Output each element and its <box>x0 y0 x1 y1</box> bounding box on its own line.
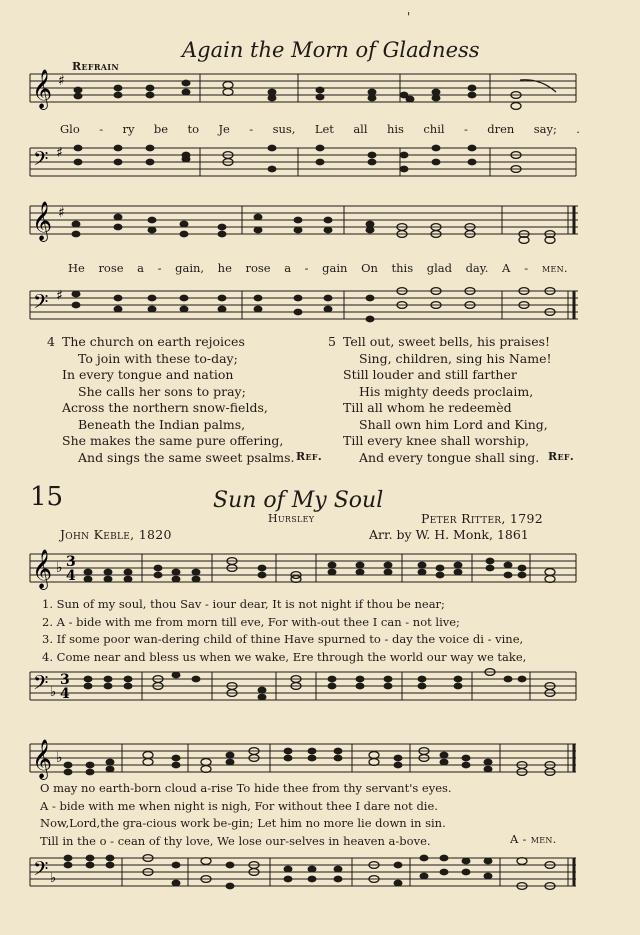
syllable: men. <box>541 261 568 275</box>
verse-line: She makes the same pure offering, <box>62 433 284 448</box>
verse-line: She calls her sons to pray; <box>78 383 246 399</box>
verse-text: Come near and bless us when we wake, Ere through the world our way we take, <box>56 649 527 664</box>
syllable: ry <box>122 122 135 136</box>
time-signature <box>66 554 76 584</box>
syllable: a <box>284 261 292 275</box>
syllable: - <box>524 261 529 275</box>
verse-line: O may no earth-born cloud a-rise To hide thee from thy servant's eyes. <box>40 781 452 795</box>
lyrics-line-1 <box>60 122 580 136</box>
verse-4 <box>42 649 526 667</box>
time-signature-bottom: 4 <box>60 686 70 702</box>
verses-system-1 <box>42 596 526 666</box>
author: John Keble, 1820 <box>60 527 172 542</box>
bass-clef-icon: 𝄢 <box>33 857 49 885</box>
time-signature-top: 3 <box>66 554 76 570</box>
syllable: - <box>304 261 309 275</box>
page-mark: ' <box>407 10 411 24</box>
verse-number: 1. <box>42 597 53 611</box>
composer: Peter Ritter, 1792 <box>421 511 543 526</box>
treble-clef-icon: 𝄞 <box>32 739 53 779</box>
syllable: all <box>353 122 368 136</box>
refrain-mark: Ref. <box>296 450 322 463</box>
music-staff-treble <box>0 200 640 260</box>
refrain-mark: Ref. <box>548 450 574 463</box>
verse-text: If some poor wan-dering child of thine Have spurned to - day the voice di - vine, <box>56 632 524 646</box>
music-staff-bass <box>0 852 640 902</box>
verse-number: 2. <box>42 614 53 629</box>
syllable: A <box>502 261 511 275</box>
flat-icon: ♭ <box>50 685 57 700</box>
syllable: rose <box>98 261 124 275</box>
sharp-icon: ♯ <box>58 205 65 221</box>
bass-clef-icon: 𝄢 <box>33 290 49 318</box>
treble-clef-icon: 𝄞 <box>32 69 53 109</box>
verse-line: Till in the o - cean of thy love, We lose our-selves in heaven a-bove. <box>40 833 431 848</box>
syllable: - <box>157 261 162 275</box>
treble-clef-icon: 𝄞 <box>32 549 53 589</box>
syllable: say; <box>533 122 557 136</box>
syllable: day. <box>465 261 489 275</box>
syllable: be <box>153 122 169 136</box>
syllable: gain, <box>175 261 205 275</box>
verse-line: Across the northern snow-fields, <box>62 400 268 415</box>
syllable: dren <box>487 122 515 136</box>
verse-line: Now,Lord,the gra-cious work be-gin; Let him no more lie down in sin. <box>40 816 446 830</box>
verse-2 <box>42 614 526 632</box>
flat-icon: ♭ <box>56 750 63 766</box>
flat-icon: ♭ <box>56 560 63 576</box>
syllable: Je <box>218 122 230 136</box>
stanza-number: 5 <box>328 334 336 349</box>
syllable: his <box>386 122 404 136</box>
syllable: Let <box>314 122 334 136</box>
verse-line: A - bide with me when night is nigh, For without thee I dare not die. <box>40 798 438 813</box>
syllable: this <box>391 261 414 275</box>
syllable: Glo <box>60 122 80 136</box>
verse-line: The church on earth rejoices <box>62 334 245 349</box>
stanza-number: 4 <box>47 334 55 349</box>
music-staff-bass <box>0 285 640 335</box>
hymn-title: Again the Morn of Gladness <box>182 38 480 62</box>
syllable: to <box>187 122 200 136</box>
time-signature <box>60 672 70 702</box>
lyrics-line-2 <box>68 261 568 275</box>
verse-text: Sun of my soul, thou Sav - iour dear, It is not night if thou be near; <box>56 597 445 611</box>
time-signature-top: 3 <box>60 672 70 688</box>
verse-1 <box>42 596 526 614</box>
verse-line: Till all whom he redeemèd <box>343 400 512 415</box>
syllable: - <box>99 122 104 136</box>
verse-line: And sings the same sweet psalms. <box>78 449 295 465</box>
refrain-label: Refrain <box>72 60 119 73</box>
amen-label: A - men. <box>510 832 557 846</box>
tune-name: Hursley <box>268 512 315 525</box>
treble-clef-icon: 𝄞 <box>32 201 53 241</box>
arranger: Arr. by W. H. Monk, 1861 <box>369 527 529 542</box>
verse-line: Shall own him Lord and King, <box>359 416 548 432</box>
verse-line: In every tongue and nation <box>62 367 234 382</box>
syllable: rose <box>245 261 271 275</box>
syllable: chil <box>423 122 445 136</box>
sharp-icon: ♯ <box>56 145 63 161</box>
stanza-5 <box>343 334 552 466</box>
verse-line: Tell out, sweet bells, his praises! <box>343 334 551 349</box>
bass-clef-icon: 𝄢 <box>33 671 49 699</box>
flat-icon: ♭ <box>50 871 57 886</box>
music-staff-bass <box>0 142 640 192</box>
verses-system-2 <box>40 780 452 850</box>
verse-3 <box>42 631 526 649</box>
stanza-4 <box>62 334 294 466</box>
verse-line: Still louder and still farther <box>343 367 517 382</box>
verse-text: A - bide with me from morn till eve, For with-out thee I can - not live; <box>56 614 460 629</box>
syllable: He <box>68 261 85 275</box>
verse-line: To join with these to-day; <box>78 350 238 366</box>
hymn-number: 15 <box>30 482 64 512</box>
verse-line: Beneath the Indian palms, <box>78 416 246 432</box>
syllable: On <box>361 261 378 275</box>
syllable: glad <box>426 261 452 275</box>
syllable: gain <box>322 261 348 275</box>
verse-line: Till every knee shall worship, <box>343 433 530 448</box>
syllable: sus, <box>272 122 296 136</box>
hymn-title: Sun of My Soul <box>213 488 384 513</box>
syllable: - <box>249 122 254 136</box>
syllable: a <box>137 261 145 275</box>
verse-number: 3. <box>42 632 53 646</box>
syllable: he <box>217 261 232 275</box>
verse-number: 4. <box>42 649 53 664</box>
sharp-icon: ♯ <box>56 288 63 304</box>
bass-clef-icon: 𝄢 <box>33 147 49 175</box>
music-staff-bass <box>0 666 640 716</box>
verse-line: Sing, children, sing his Name! <box>359 350 552 366</box>
syllable: . <box>576 122 580 136</box>
verse-line: His mighty deeds proclaim, <box>359 383 534 399</box>
verse-line: And every tongue shall sing. <box>359 449 540 465</box>
sharp-icon: ♯ <box>58 73 65 89</box>
time-signature-bottom: 4 <box>66 568 76 584</box>
syllable: - <box>463 122 468 136</box>
